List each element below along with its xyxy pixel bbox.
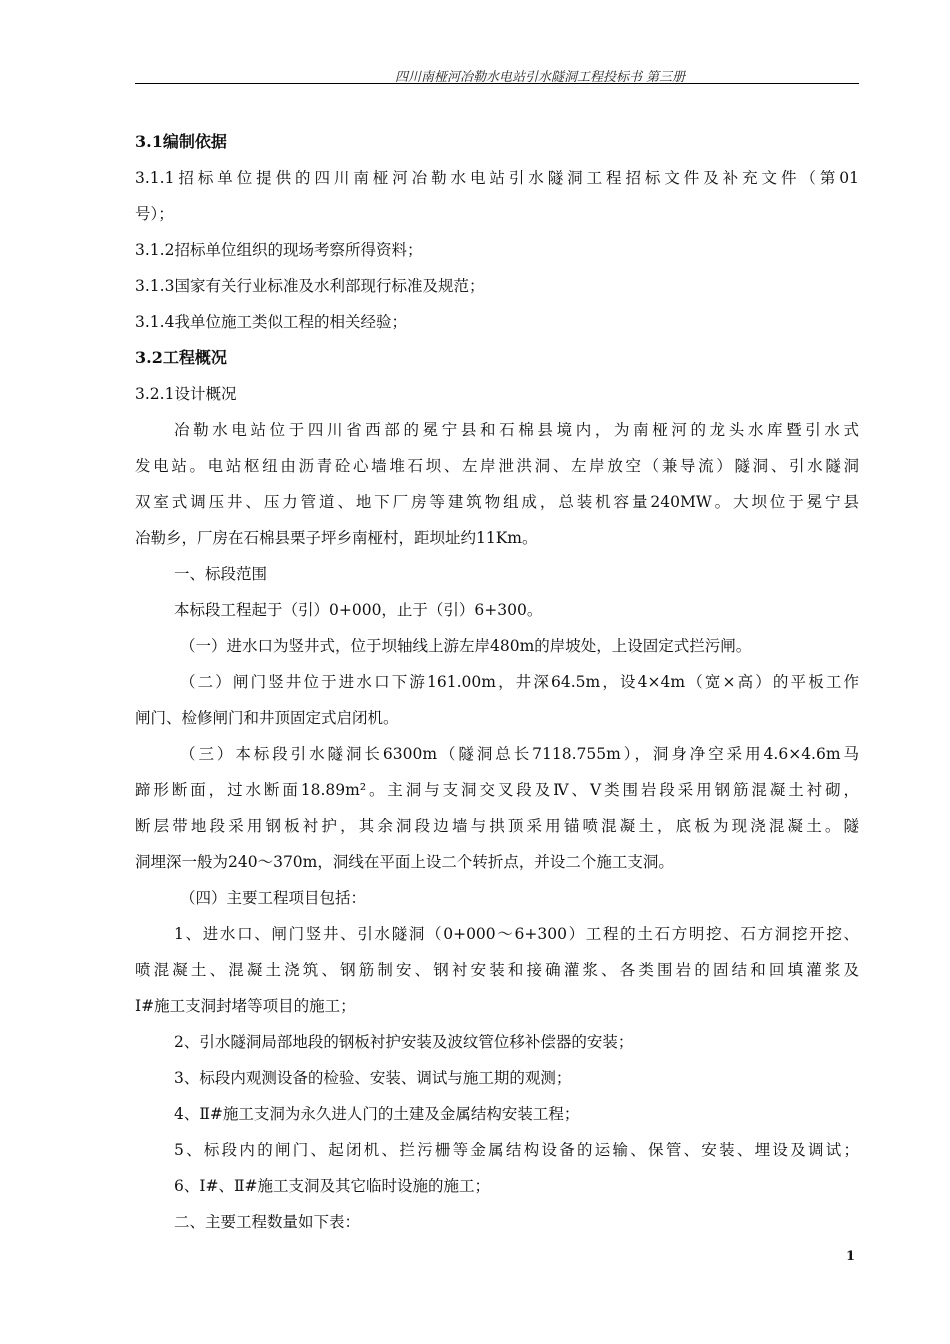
paragraph-line: （三）本标段引水隧洞长6300m（隧洞总长7118.755m），洞身净空采用4.6×4.6m马 — [180, 745, 859, 763]
header-title: 四川南桠河冶勒水电站引水隧洞工程投标书 第三册 — [395, 70, 686, 85]
paragraph-line: Ⅰ#施工支洞封堵等项目的施工； — [135, 997, 356, 1015]
paragraph-line: 蹄形断面，过水断面18.89m²。主洞与支洞交叉段及Ⅳ、Ⅴ类围岩段采用钢筋混凝土衬砌， — [135, 781, 859, 799]
paragraph-line: 冶勒水电站位于四川省西部的冕宁县和石棉县境内，为南桠河的龙头水库暨引水式 — [174, 421, 859, 439]
paragraph-line: 2、引水隧洞局部地段的钢板衬护安装及波纹管位移补偿器的安装； — [174, 1033, 634, 1051]
paragraph-line: 闸门、检修闸门和井顶固定式启闭机。 — [135, 709, 399, 727]
paragraph-line: 冶勒乡，厂房在石棉县栗子坪乡南桠村，距坝址约11Km。 — [135, 529, 538, 547]
paragraph-line: 双室式调压井、压力管道、地下厂房等建筑物组成，总装机容量240MW。大坝位于冕宁县 — [135, 493, 859, 511]
subsection-heading: 3.2.1设计概况 — [135, 385, 237, 403]
paragraph-line: （二）闸门竖井位于进水口下游161.00m，井深64.5m，设4×4m（宽×高）的平板工作 — [180, 673, 859, 691]
paragraph-line: 3、标段内观测设备的检验、安装、调试与施工期的观测； — [174, 1069, 572, 1087]
paragraph-line: 发电站。电站枢纽由沥青砼心墙堆石坝、左岸泄洪洞、左岸放空（兼导流）隧洞、引水隧洞 — [135, 457, 859, 475]
paragraph-line: 喷混凝土、混凝土浇筑、钢筋制安、钢衬安装和接确灌浆、各类围岩的固结和回填灌浆及 — [135, 961, 859, 979]
paragraph-line: （一）进水口为竖井式，位于坝轴线上游左岸480m的岸坡处，上设固定式拦污闸。 — [180, 637, 752, 655]
paragraph-line: 5、标段内的闸门、起闭机、拦污栅等金属结构设备的运输、保管、安装、埋设及调试； — [174, 1141, 859, 1159]
section-heading: 3.2工程概况 — [135, 348, 227, 367]
paragraph-line: 3.1.1招标单位提供的四川南桠河冶勒水电站引水隧洞工程招标文件及补充文件（第01 — [135, 169, 859, 187]
paragraph-line: 4、Ⅱ#施工支洞为永久进人门的土建及金属结构安装工程； — [174, 1105, 580, 1123]
paragraph-line: 3.1.2招标单位组织的现场考察所得资料； — [135, 241, 423, 259]
paragraph-line: 6、Ⅰ#、Ⅱ#施工支洞及其它临时设施的施工； — [174, 1177, 490, 1195]
document-body — [135, 124, 859, 1240]
paragraph-line: 1、进水口、闸门竖井、引水隧洞（0+000～6+300）工程的土石方明挖、石方洞挖开挖、 — [174, 925, 859, 943]
header-rule — [135, 83, 859, 84]
section-heading: 3.1编制依据 — [135, 132, 227, 151]
paragraph-line: （四）主要工程项目包括： — [180, 889, 367, 907]
paragraph-line: 二、主要工程数量如下表： — [174, 1213, 361, 1231]
paragraph-line: 洞埋深一般为240～370m，洞线在平面上设二个转折点，并设二个施工支洞。 — [135, 853, 674, 871]
paragraph-line: 断层带地段采用钢板衬护，其余洞段边墙与拱顶采用锚喷混凝土，底板为现浇混凝土。隧 — [135, 817, 859, 835]
paragraph-line: 号）； — [135, 205, 174, 223]
page-number: 1 — [846, 1249, 856, 1264]
paragraph-line: 3.1.3国家有关行业标准及水利部现行标准及规范； — [135, 277, 485, 295]
paragraph-line: 本标段工程起于（引）0+000，止于（引）6+300。 — [174, 601, 543, 619]
paragraph-line: 一、标段范围 — [174, 565, 268, 583]
paragraph-line: 3.1.4我单位施工类似工程的相关经验； — [135, 313, 407, 331]
